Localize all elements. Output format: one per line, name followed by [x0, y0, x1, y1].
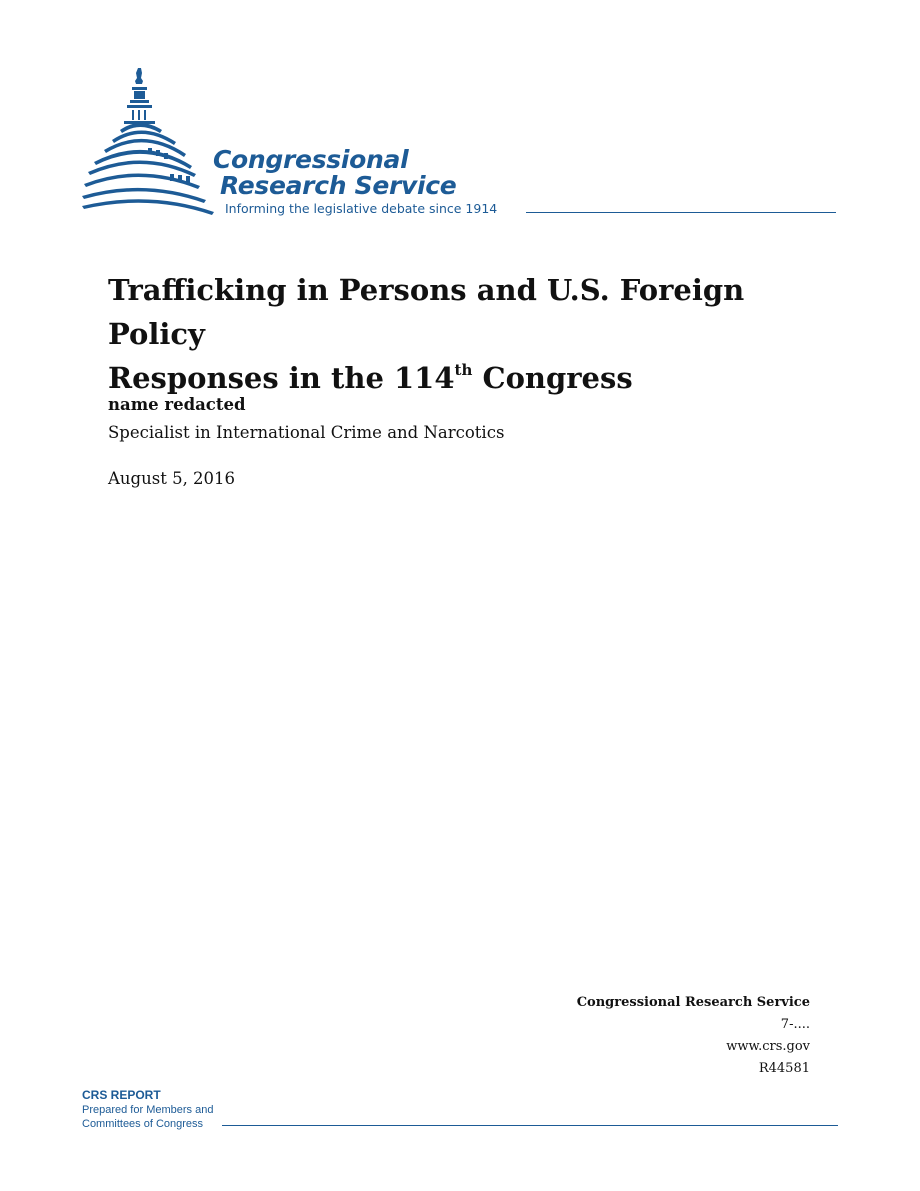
org-website: www.crs.gov [726, 1039, 810, 1054]
org-contact-block [577, 992, 810, 1080]
report-number: R44581 [758, 1061, 810, 1076]
crs-logo [80, 66, 840, 222]
title-line-2-prefix: Responses in the 114 [108, 361, 455, 395]
logo-name-line-1: Congressional [213, 145, 409, 174]
footer-divider [222, 1125, 838, 1126]
report-title [108, 268, 848, 400]
footer-label-crs-report: CRS REPORT [82, 1088, 161, 1102]
footer-label-committees: Committees of Congress [82, 1118, 204, 1130]
logo-tagline: Informing the legislative debate since 1914 [225, 201, 498, 216]
logo-divider [526, 212, 836, 213]
report-footer [82, 1088, 838, 1134]
title-ordinal-suffix: th [454, 361, 473, 379]
org-name: Congressional Research Service [576, 995, 810, 1010]
report-date: August 5, 2016 [108, 469, 236, 488]
author-name: name redacted [108, 395, 246, 414]
logo-name-line-2: Research Service [220, 171, 457, 200]
title-line-1: Trafficking in Persons and U.S. Foreign Policy [108, 273, 745, 351]
org-phone: 7-.... [780, 1017, 810, 1032]
title-line-2-suffix: Congress [472, 361, 633, 395]
author-role: Specialist in International Crime and Narcotics [108, 423, 505, 442]
footer-label-prepared-for: Prepared for Members and [82, 1104, 214, 1116]
capitol-dome-icon [80, 66, 220, 222]
